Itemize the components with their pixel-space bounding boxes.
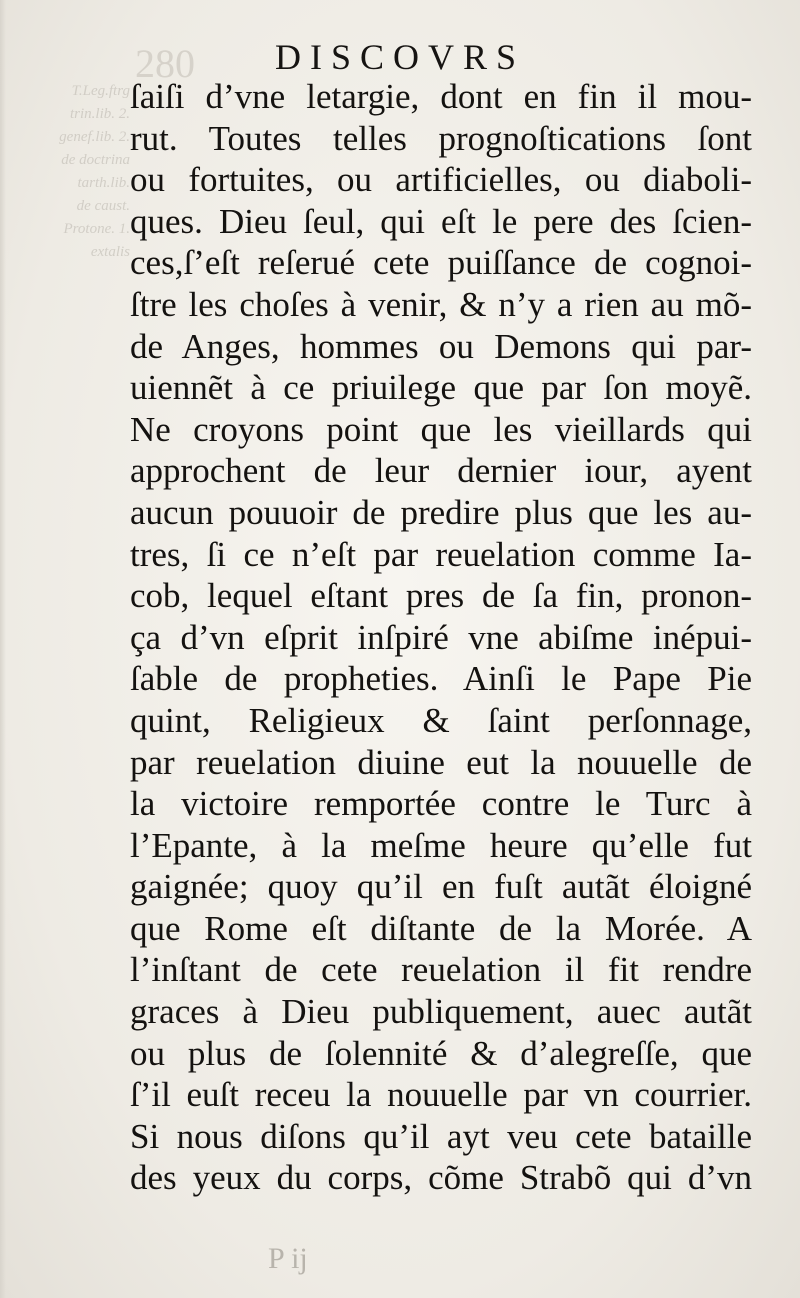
bleed-line: trin.lib. 2.: [69, 106, 130, 122]
text-line: ſable de propheties. Ainſi le Pape Pie: [130, 659, 752, 699]
text-line: par reuelation diuine eut la nouuelle de: [130, 742, 752, 782]
text-line: graces à Dieu publiquement, auec autãt: [130, 992, 752, 1032]
bleed-line: Protone. 1.: [63, 221, 130, 237]
bleed-line: extalis: [90, 244, 130, 260]
margin-bleed-through: [0, 80, 130, 340]
bleed-line: T.Leg.ftrg: [71, 83, 130, 99]
text-line: tres, ſi ce n’eſt par reuelation comme Ia-: [130, 534, 752, 574]
text-line: ou fortuites, ou artificielles, ou diaboli-: [130, 160, 752, 200]
bleed-line: de doctrina: [61, 152, 130, 168]
text-line: uiennẽt à ce priuilege que par ſon moyẽ.: [130, 368, 752, 408]
text-line: Si nous diſons qu’il ayt veu cete bataille: [130, 1116, 752, 1156]
signature-mark: P ij: [268, 1242, 308, 1275]
bleed-line: genef.lib. 2.: [59, 129, 130, 145]
text-line: ſ’il euſt receu la nouuelle par vn courrier.: [130, 1075, 752, 1115]
text-line: rut. Toutes telles prognoſtications ſont: [130, 118, 752, 158]
text-line: aucun pouuoir de predire plus que les au-: [130, 492, 752, 532]
bleed-line: de caust.: [76, 198, 130, 214]
text-line: ça d’vn eſprit inſpiré vne abiſme inépui-: [130, 617, 752, 657]
text-line: Ne croyons point que les vieillards qui: [130, 409, 752, 449]
text-line: l’inſtant de cete reuelation il fit rendre: [130, 950, 752, 990]
text-line: approchent de leur dernier iour, ayent: [130, 451, 752, 491]
text-line: l’Epante, à la meſme heure qu’elle fut: [130, 825, 752, 865]
text-line: ſtre les choſes à venir, & n’y a rien au mõ-: [130, 284, 752, 324]
body-text: [130, 76, 752, 1199]
text-line: cob, lequel eſtant pres de ſa fin, pronon-: [130, 576, 752, 616]
text-line: ques. Dieu ſeul, qui eſt le pere des ſcien-: [130, 201, 752, 241]
text-line: ou plus de ſolennité & d’alegreſſe, que: [130, 1033, 752, 1073]
text-line: ces,ſ’eſt reſerué cete puiſſance de cognoi-: [130, 243, 752, 283]
text-line: gaignée; quoy qu’il en fuſt autãt éloigné: [130, 867, 752, 907]
text-line: de Anges, hommes ou Demons qui par-: [130, 326, 752, 366]
text-line: la victoire remportée contre le Turc à: [130, 784, 752, 824]
folio-ghost: 280: [135, 41, 195, 86]
text-line: que Rome eſt diſtante de la Morée. A: [130, 908, 752, 948]
running-title: DISCOVRS: [274, 37, 526, 77]
bleed-line: tarth.lib.: [77, 175, 130, 191]
text-line: des yeux du corps, cõme Strabõ qui d’vn: [130, 1158, 752, 1198]
text-line: ſaiſi d’vne letargie, dont en fin il mou-: [130, 77, 752, 116]
text-line: quint, Religieux & ſaint perſonnage,: [130, 700, 752, 740]
